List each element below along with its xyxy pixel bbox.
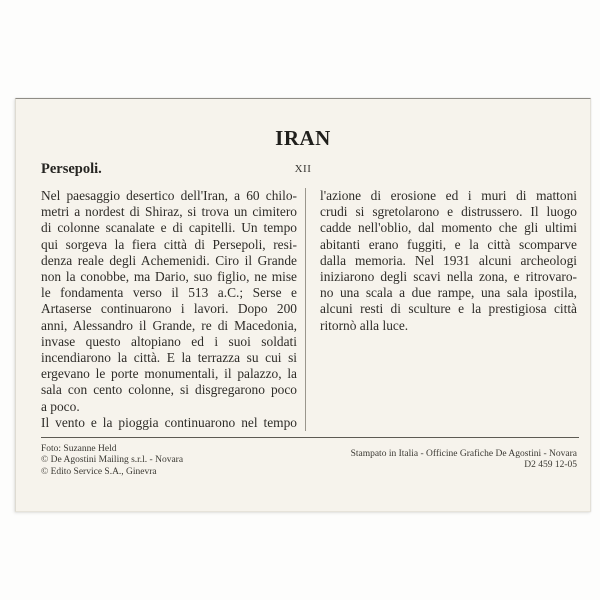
text-line: metri a nordest di Shiraz, si trova un cimitero — [41, 204, 297, 220]
text-line: sala con cento colonne, si disgregarono poco — [41, 382, 297, 398]
text-line: dalla memoria. Nel 1931 alcuni archeologi — [320, 252, 577, 268]
text-line: iniziarono degli scavi nella zona, e ritrovaro- — [320, 269, 577, 285]
text-line: alcuni resti di sculture e la prestigiosa città — [320, 301, 577, 317]
text-line: crudi si sgretolarono e distrussero. Il luogo — [320, 204, 577, 220]
text-line: anni, Alessandro il Grande, re di Macedonia, — [41, 317, 297, 333]
text-line: D2 459 12-05 — [524, 460, 577, 471]
card-heading: Persepoli. — [41, 161, 102, 177]
footer-credits-left — [41, 444, 183, 478]
text-line: Il vento e la pioggia continuarono nel tempo — [41, 414, 297, 430]
text-line: ergevano le porte monumentali, il palazzo, la — [41, 366, 297, 382]
text-line: Nel paesaggio desertico dell'Iran, a 60 chilo- — [41, 188, 297, 203]
card-title: IRAN — [275, 126, 331, 150]
text-line: le fondamenta verso il 513 a.C.; Serse e — [41, 285, 297, 301]
text-line: cadde nell'oblio, dal momento che gli ultimi — [320, 220, 577, 236]
postcard-back — [15, 98, 591, 512]
text-line: invase questo altopiano ed i suoi soldati — [41, 333, 297, 349]
footer-credits-right — [351, 449, 577, 472]
text-columns — [41, 188, 577, 431]
text-line: Artaserse continuarono i lavori. Dopo 200 — [41, 301, 297, 317]
left-column — [41, 188, 297, 431]
column-divider — [305, 188, 306, 431]
text-line: non la conobbe, ma Dario, suo figlio, ne mise — [41, 269, 297, 285]
right-column — [320, 188, 577, 334]
text-line: denza reale degli Achemenidi. Ciro il Grande — [41, 252, 297, 268]
text-line: Stampato in Italia - Officine Grafiche De Agostini - Novara — [350, 449, 577, 459]
text-line: a poco. — [41, 398, 80, 414]
text-line: abitanti erano fuggiti, e la città scomparve — [320, 236, 577, 252]
text-line: © Edito Service S.A., Ginevra — [41, 466, 157, 477]
text-line: di colonne scanalate e di capitelli. Un tempo — [41, 220, 297, 236]
text-line: incendiarono la città. E la terrazza su cui si — [41, 350, 297, 366]
text-line: no una scala a due rampe, una sala ipostila, — [320, 285, 577, 301]
text-line: l'azione di erosione ed i muri di mattoni — [320, 188, 577, 203]
card-number: XII — [294, 163, 312, 175]
text-line: © De Agostini Mailing s.r.l. - Novara — [41, 455, 184, 466]
footer-rule — [41, 437, 579, 438]
text-line: ritornò alla luce. — [320, 317, 409, 333]
text-line: qui sorgeva la fiera città di Persepoli, resi- — [41, 236, 297, 252]
text-line: Foto: Suzanne Held — [41, 444, 117, 454]
